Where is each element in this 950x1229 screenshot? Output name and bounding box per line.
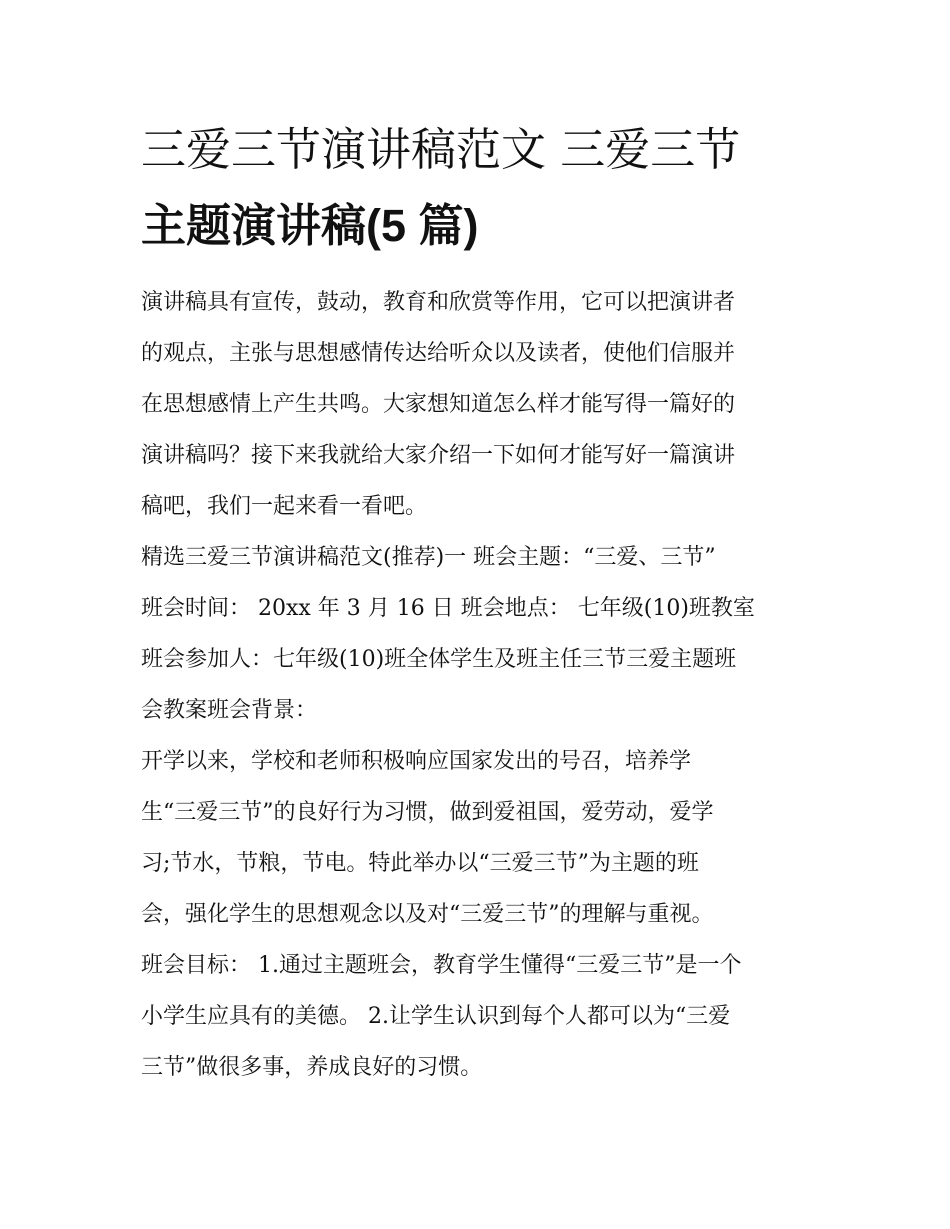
body-line: 精选三爱三节演讲稿范文(推荐)一 班会主题：“三爱、三节” [141, 545, 716, 570]
body-line: 在思想感情上产生共鸣。大家想知道怎么样才能写得一篇好的 [141, 392, 736, 417]
body-line: 演讲稿吗？接下来我就给大家介绍一下如何才能写好一篇演讲 [141, 443, 736, 468]
body-line: 班会时间： 20xx 年 3 月 16 日 班会地点： 七年级(10)班教室 [141, 596, 755, 621]
body-line: 的观点，主张与思想感情传达给听众以及读者，使他们信服并 [141, 341, 736, 366]
body-line: 生“三爱三节”的良好行为习惯，做到爱祖国，爱劳动，爱学 [141, 800, 714, 825]
title-line-2: 主题演讲稿(5 篇) [141, 200, 479, 251]
body-line: 习;节水，节粮，节电。特此举办以“三爱三节”为主题的班 [141, 851, 699, 876]
body-line: 班会目标： 1.通过主题班会，教育学生懂得“三爱三节”是一个 [141, 953, 742, 978]
body-line: 开学以来，学校和老师积极响应国家发出的号召，培养学 [141, 749, 692, 774]
document-title [141, 112, 821, 264]
body-line: 小学生应具有的美德。 2.让学生认识到每个人都可以为“三爱 [141, 1004, 731, 1029]
body-line: 稿吧，我们一起来看一看吧。 [141, 494, 428, 519]
body-line: 会，强化学生的思想观念以及对“三爱三节”的理解与重视。 [141, 902, 714, 927]
body-line: 会教案班会背景： [141, 698, 318, 723]
body-line: 班会参加人：七年级(10)班全体学生及班主任三节三爱主题班 [141, 647, 737, 672]
document-body [141, 277, 821, 1093]
body-line: 三节”做很多事，养成良好的习惯。 [141, 1055, 483, 1080]
body-line: 演讲稿具有宣传，鼓动，教育和欣赏等作用，它可以把演讲者 [141, 290, 736, 315]
title-line-1: 三爱三节演讲稿范文 三爱三节 [141, 123, 741, 176]
